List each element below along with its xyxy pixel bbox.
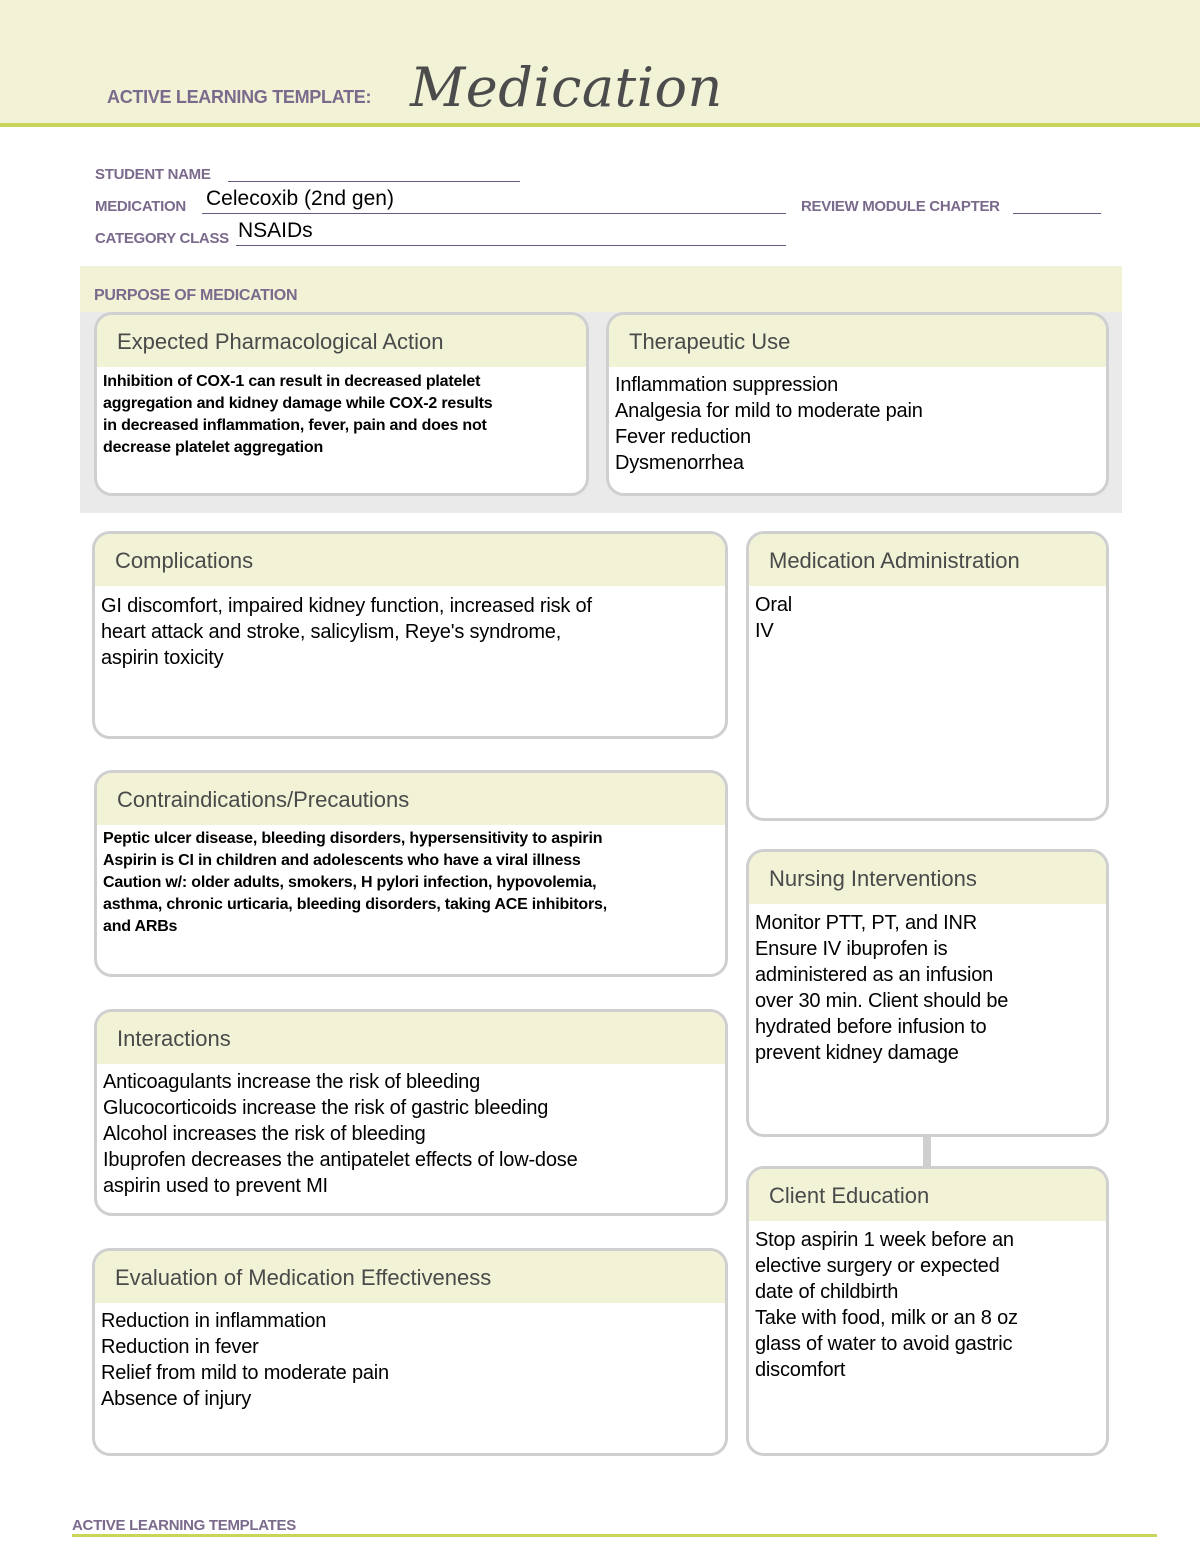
text-line: Inhibition of COX-1 can result in decreased platelet [103,373,481,390]
nursing-interventions-content[interactable] [749,904,1106,1066]
contraindications-title: Contraindications/Precautions [97,773,725,825]
text-line: Reduction in fever [101,1336,259,1358]
expected-action-content[interactable] [97,367,586,459]
text-line: Reduction in inflammation [101,1310,327,1332]
text-line: elective surgery or expected [755,1255,1000,1277]
text-line: Anticoagulants increase the risk of bleeding [103,1071,480,1093]
text-line: hydrated before infusion to [755,1016,987,1038]
text-line: Take with food, milk or an 8 oz [755,1307,1018,1329]
text-line: Aspirin is CI in children and adolescents who have a viral illness [103,852,581,869]
administration-box [746,531,1109,821]
complications-content[interactable] [95,586,725,671]
text-line: in decreased inflammation, fever, pain and does not [103,417,487,434]
text-line: Oral [755,594,792,616]
therapeutic-use-title: Therapeutic Use [609,315,1106,367]
review-module-underline [1013,213,1101,214]
category-class-underline [236,245,786,246]
text-line: heart attack and stroke, salicylism, Reye's syndrome, [101,621,562,643]
page-title: Medication [410,56,723,119]
student-name-label: STUDENT NAME [95,166,211,183]
text-line: decrease platelet aggregation [103,439,324,456]
purpose-label: PURPOSE OF MEDICATION [94,287,298,304]
text-line: IV [755,620,774,642]
text-line: Analgesia for mild to moderate pain [615,400,923,422]
interactions-title: Interactions [97,1012,725,1064]
text-line: Alcohol increases the risk of bleeding [103,1123,426,1145]
footer-label: ACTIVE LEARNING TEMPLATES [72,1517,296,1534]
evaluation-title: Evaluation of Medication Effectiveness [95,1251,725,1303]
evaluation-box [92,1248,728,1456]
client-education-title: Client Education [749,1169,1106,1221]
text-line: date of childbirth [755,1281,899,1303]
box-connector [923,1134,931,1166]
text-line: Absence of injury [101,1388,252,1410]
text-line: Caution w/: older adults, smokers, H pylori infection, hypovolemia, [103,874,597,891]
contraindications-box [94,770,728,977]
text-line: Relief from mild to moderate pain [101,1362,389,1384]
evaluation-content[interactable] [95,1303,725,1412]
medication-field[interactable]: Celecoxib (2nd gen) [206,187,394,210]
text-line: Stop aspirin 1 week before an [755,1229,1014,1251]
medication-label: MEDICATION [95,198,186,215]
text-line: and ARBs [103,918,178,935]
complications-title: Complications [95,534,725,586]
text-line: over 30 min. Client should be [755,990,1009,1012]
therapeutic-use-box [606,312,1109,496]
text-line: Glucocorticoids increase the risk of gastric bleeding [103,1097,549,1119]
footer-rule [72,1534,1157,1537]
text-line: aspirin toxicity [101,647,224,669]
text-line: Ibuprofen decreases the antipatelet effects of low-dose [103,1149,578,1171]
therapeutic-use-content[interactable] [609,367,1106,476]
header-rule [0,123,1200,127]
text-line: aggregation and kidney damage while COX-2 results [103,395,493,412]
text-line: Peptic ulcer disease, bleeding disorders, hypersensitivity to aspirin [103,830,603,847]
contraindications-content[interactable] [97,825,725,938]
text-line: Ensure IV ibuprofen is [755,938,948,960]
review-module-label: REVIEW MODULE CHAPTER [801,198,1000,215]
student-name-underline [228,181,520,182]
text-line: Fever reduction [615,426,751,448]
medication-underline [202,213,786,214]
administration-content[interactable] [749,586,1106,644]
category-class-label: CATEGORY CLASS [95,230,229,247]
expected-action-title: Expected Pharmacological Action [97,315,586,367]
text-line: asthma, chronic urticaria, bleeding disorders, taking ACE inhibitors, [103,896,607,913]
nursing-interventions-box [746,849,1109,1137]
interactions-box [94,1009,728,1216]
client-education-box [746,1166,1109,1456]
administration-title: Medication Administration [749,534,1106,586]
text-line: glass of water to avoid gastric [755,1333,1013,1355]
text-line: aspirin used to prevent MI [103,1175,328,1197]
text-line: administered as an infusion [755,964,994,986]
text-line: GI discomfort, impaired kidney function, increased risk of [101,595,592,617]
complications-box [92,531,728,739]
template-label: ACTIVE LEARNING TEMPLATE: [107,87,372,107]
text-line: Inflammation suppression [615,374,839,396]
category-class-field[interactable]: NSAIDs [238,219,313,242]
interactions-content[interactable] [97,1064,725,1199]
nursing-interventions-title: Nursing Interventions [749,852,1106,904]
text-line: prevent kidney damage [755,1042,959,1064]
text-line: discomfort [755,1359,846,1381]
text-line: Dysmenorrhea [615,452,744,474]
text-line: Monitor PTT, PT, and INR [755,912,977,934]
client-education-content[interactable] [749,1221,1106,1383]
expected-action-box [94,312,589,496]
